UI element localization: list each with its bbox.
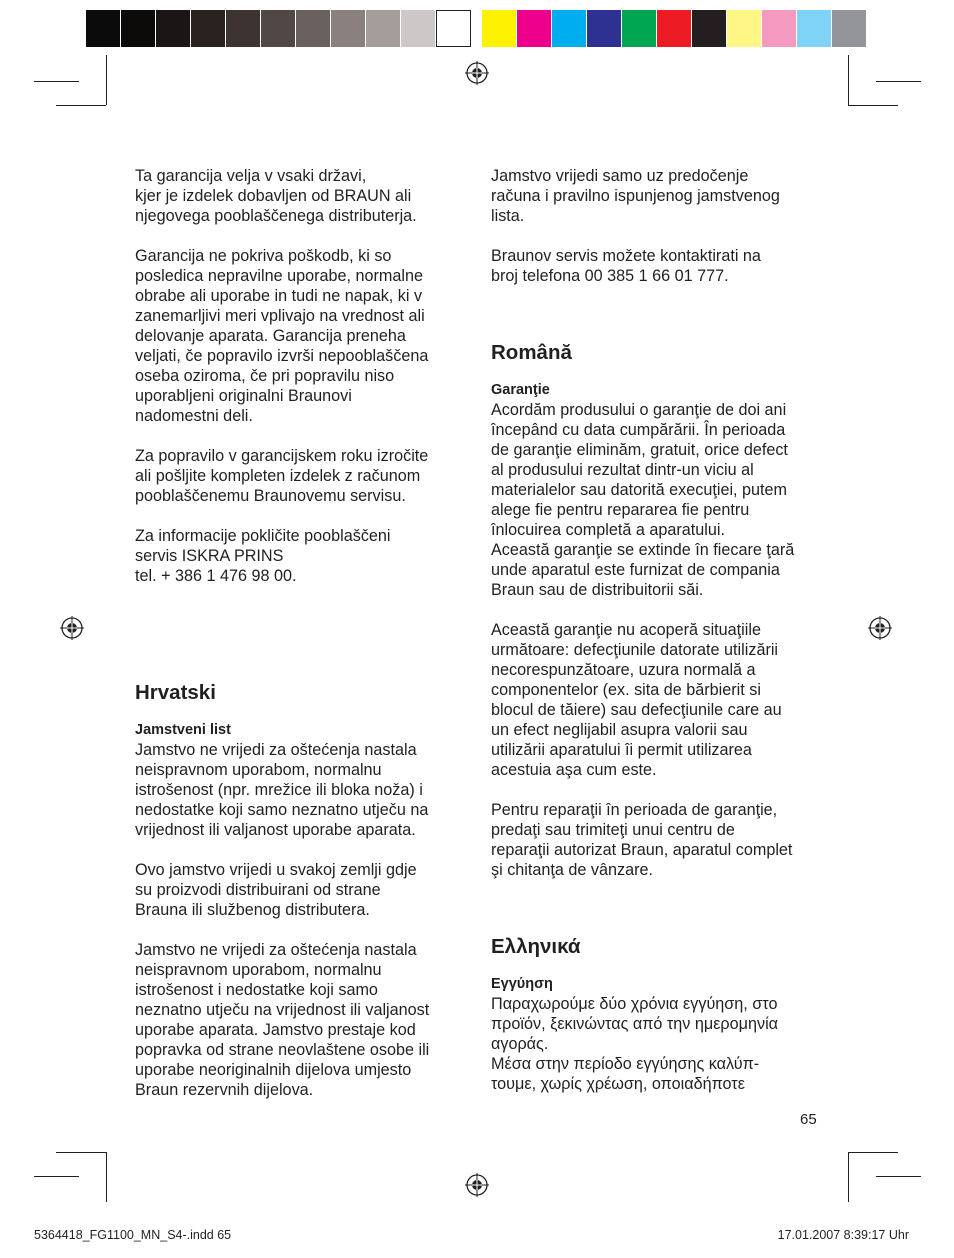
- crop-mark: [848, 1152, 849, 1202]
- left-column: [135, 166, 470, 1100]
- gray-swatch: [191, 10, 226, 47]
- crop-mark: [876, 81, 921, 82]
- color-swatch: [587, 10, 622, 47]
- gray-swatch: [121, 10, 156, 47]
- color-swatch: [657, 10, 692, 47]
- croatian-warranty-p3: Jamstvo ne vrijedi za oštećenja nastala neispravnom uporabom, normalnu istrošenost i nedostatke koji samo neznatno utječu na vrijednost ili valjanost uporabe aparata. Jamstvo prestaje kod popravka od strane neovlaštene osobe ili uporabe neoriginalnih dijelova umjesto Braun rezervnih dijelova.: [135, 941, 430, 1099]
- gray-swatch: [261, 10, 296, 47]
- process-color-bar: [482, 10, 867, 47]
- croatian-warranty-p4: Jamstvo vrijedi samo uz predočenje računa i pravilno ispunjenog jamstvenog lista.: [491, 167, 780, 225]
- crop-mark: [106, 1152, 107, 1202]
- greek-heading: Ελληνικά: [491, 935, 581, 958]
- color-swatch: [762, 10, 797, 47]
- color-swatch: [482, 10, 517, 47]
- greek-subheading: Εγγύηση: [491, 976, 553, 992]
- color-swatch: [692, 10, 727, 47]
- color-swatch: [517, 10, 552, 47]
- gray-swatch: [436, 10, 471, 47]
- gray-swatch: [226, 10, 261, 47]
- slovenian-warranty-countries: Ta garancija velja v vsaki državi, kjer je izdelek dobavljen od BRAUN ali njegovega pooblaščenega distributerja.: [135, 167, 417, 225]
- gray-swatch: [331, 10, 366, 47]
- crop-mark: [848, 1152, 898, 1153]
- gray-swatch: [296, 10, 331, 47]
- registration-mark-icon: [465, 61, 489, 85]
- grayscale-color-bar: [86, 10, 471, 47]
- slovenian-warranty-repair: Za popravilo v garancijskem roku izročite ali pošljite kompleten izdelek z računom pooblaščenemu Braunovemu servisu.: [135, 447, 429, 505]
- gray-swatch: [86, 10, 121, 47]
- registration-mark-icon: [868, 616, 892, 640]
- croatian-service-contact: Braunov servis možete kontaktirati na broj telefona 00 385 1 66 01 777.: [491, 247, 761, 285]
- crop-mark: [876, 1176, 921, 1177]
- slovenian-warranty-exclusions: Garancija ne pokriva poškodb, ki so posledica nepravilne uporabe, normalne obrabe ali uporabe in tudi ne napak, ki v zanemarljivi meri vplivajo na vrednost ali delovanje aparata. Garancija preneha veljati, če popravilo izvrši nepooblaščena oseba oziroma, če pri popravilu niso uporabljeni originalni Braunovi nadomestni deli.: [135, 247, 429, 425]
- registration-mark-icon: [60, 616, 84, 640]
- romanian-warranty-p2: Această garanţie nu acoperă situaţiile următoare: defecţiunile datorate utilizării necorespunzătoare, uzura normală a componentelor (ex. sita de bărbierit si blocul de tăiere) sau defecţiunile care au un efect neglijabil asupra valorii sau utilizării aparatului îi permit utilizarea acestuia aşa cum este.: [491, 621, 782, 779]
- page-number: 65: [800, 1111, 817, 1128]
- romanian-warranty-p3: Pentru reparaţii în perioada de garanţie, predaţi sau trimiteţi unui centru de reparaţii autorizat Braun, aparatul complet şi chitanţa de vânzare.: [491, 801, 793, 879]
- crop-mark: [34, 1176, 79, 1177]
- color-swatch: [727, 10, 762, 47]
- color-swatch: [552, 10, 587, 47]
- crop-mark: [848, 105, 898, 106]
- gray-swatch: [401, 10, 436, 47]
- footer-filename: 5364418_FG1100_MN_S4-.indd 65: [34, 1228, 232, 1242]
- gray-swatch: [156, 10, 191, 47]
- gray-swatch: [366, 10, 401, 47]
- crop-mark: [848, 55, 849, 105]
- romanian-heading: Română: [491, 341, 572, 364]
- romanian-warranty-p1: Acordăm produsului o garanţie de doi ani începând cu data cumpărării. În perioada de garanţie eliminăm, gratuit, orice defect al produsului rezultat dintr-un viciu al materialelor sau datorită execuţiei, putem alege fie pentru repararea fie pentru înlocuirea completă a aparatului. Această garanţie se extinde în fiecare ţară unde aparatul este furnizat de compania Braun sau de distribuitorii săi.: [491, 401, 795, 599]
- color-swatch: [622, 10, 657, 47]
- croatian-subheading: Jamstveni list: [135, 722, 231, 738]
- slovenian-warranty-contact: Za informacije pokličite pooblaščeni servis ISKRA PRINS tel. + 386 1 476 98 00.: [135, 527, 391, 585]
- registration-mark-icon: [465, 1173, 489, 1197]
- footer-timestamp: 17.01.2007 8:39:17 Uhr: [777, 1228, 909, 1242]
- romanian-subheading: Garanţie: [491, 382, 550, 398]
- greek-warranty-p1: Παραχωρούμε δύο χρόνια εγγύηση, στο προϊόν, ξεκινώντας από την ημερομηνία αγοράς. Μέσα στην περίοδο εγγύησης καλύπ- τουμε, χωρίς χρέωση, οποιαδήποτε: [491, 995, 779, 1093]
- croatian-warranty-p2: Ovo jamstvo vrijedi u svakoj zemlji gdje su proizvodi distribuirani od strane Brauna ili službenog distributera.: [135, 861, 417, 919]
- crop-mark: [106, 55, 107, 105]
- croatian-warranty-p1: Jamstvo ne vrijedi za oštećenja nastala neispravnom uporabom, normalnu istrošenost (npr. mrežice ili bloka noža) i nedostatke koji samo neznatno utječu na vrijednost ili valjanost uporabe aparata.: [135, 741, 429, 839]
- color-swatch: [832, 10, 867, 47]
- crop-mark: [34, 81, 79, 82]
- croatian-heading: Hrvatski: [135, 681, 216, 704]
- crop-mark: [56, 105, 106, 106]
- right-column: [491, 166, 826, 1094]
- crop-mark: [56, 1152, 106, 1153]
- color-swatch: [797, 10, 832, 47]
